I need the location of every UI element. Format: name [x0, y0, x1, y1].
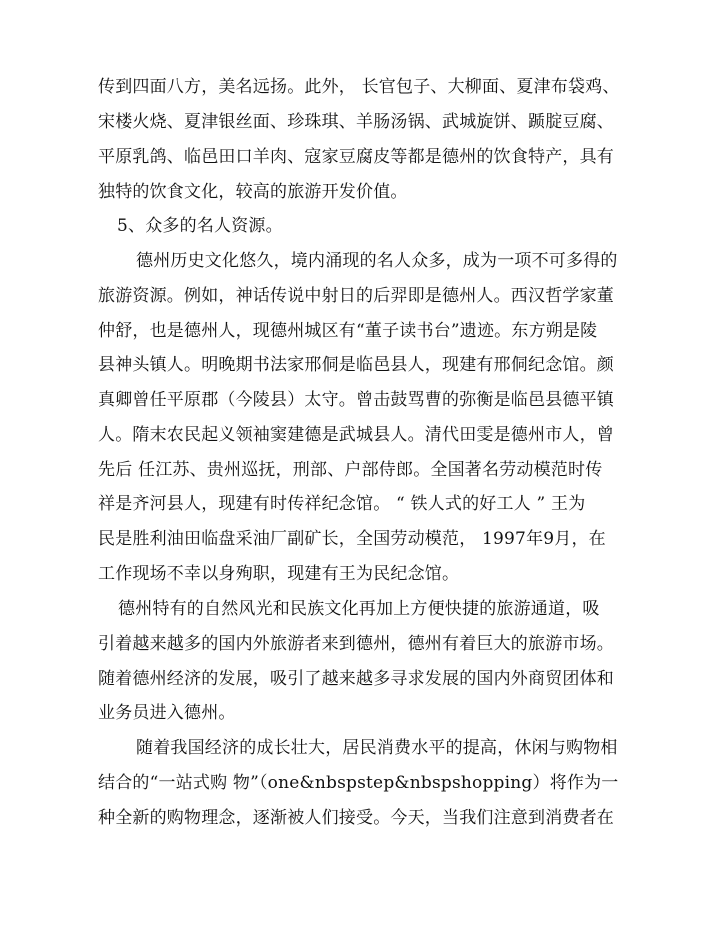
- text-line: 旅游资源。例如，神话传说中射日的后羿即是德州人。西汉哲学家董: [98, 286, 614, 306]
- text-line: 宋楼火烧、夏津银丝面、珍珠琪、羊肠汤锅、武城旋饼、踬腚豆腐、: [98, 112, 614, 132]
- section-heading: 5、众多的名人资源。: [117, 216, 283, 236]
- text-line: 人。隋末农民起义领袖窦建德是武城县人。清代田雯是德州市人，曾: [98, 425, 614, 445]
- text-line: 县神头镇人。明晚期书法家邢侗是临邑县人，现建有邢侗纪念馆。颜: [98, 355, 614, 375]
- text-line: 随着德州经济的发展，吸引了越来越多寻求发展的国内外商贸团体和: [98, 669, 614, 689]
- text-line: 独特的饮食文化，较高的旅游开发价值。: [98, 182, 408, 202]
- text-line: 真卿曾任平原郡（今陵县）太守。曾击鼓骂曹的弥衡是临邑县德平镇: [98, 390, 614, 410]
- text-line: 结合的“一站式购 物”（one&nbspstep&nbspshopping）将作为一: [98, 773, 619, 793]
- text-line: 工作现场不幸以身殉职，现建有王为民纪念馆。: [98, 564, 460, 584]
- text-line: 引着越来越多的国内外旅游者来到德州，德州有着巨大的旅游市场。: [98, 634, 614, 654]
- text-line: 传到四面八方，美名远扬。此外， 长官包子、大柳面、夏津布袋鸡、: [98, 77, 620, 97]
- text-line: 德州历史文化悠久，境内涌现的名人众多，成为一项不可多得的: [136, 251, 618, 271]
- text-line: 平原乳鸽、临邑田口羊肉、寇家豆腐皮等都是德州的饮食特产，具有: [98, 147, 614, 167]
- text-line: 业务员进入德州。: [98, 703, 236, 723]
- text-line: 祥是齐河县人，现建有时传祥纪念馆。 “ 铁人式的好工人 ” 王为: [98, 494, 586, 514]
- text-line: 德州特有的自然风光和民族文化再加上方便快捷的旅游通道，吸: [118, 599, 600, 619]
- text-line: 民是胜利油田临盘采油厂副矿长，全国劳动模范， 1997年9月，在: [98, 529, 606, 549]
- text-line: 种全新的购物理念，逐渐被人们接受。今天，当我们注意到消费者在: [98, 808, 614, 828]
- text-line: 随着我国经济的成长壮大，居民消费水平的提高，休闲与购物相: [136, 738, 618, 758]
- text-line: 先后 任江苏、贵州巡抚，刑部、户部侍郎。全国著名劳动模范时传: [98, 460, 603, 480]
- text-line: 仲舒，也是德州人，现德州城区有“董子读书台”遗迹。东方朔是陵: [98, 321, 598, 341]
